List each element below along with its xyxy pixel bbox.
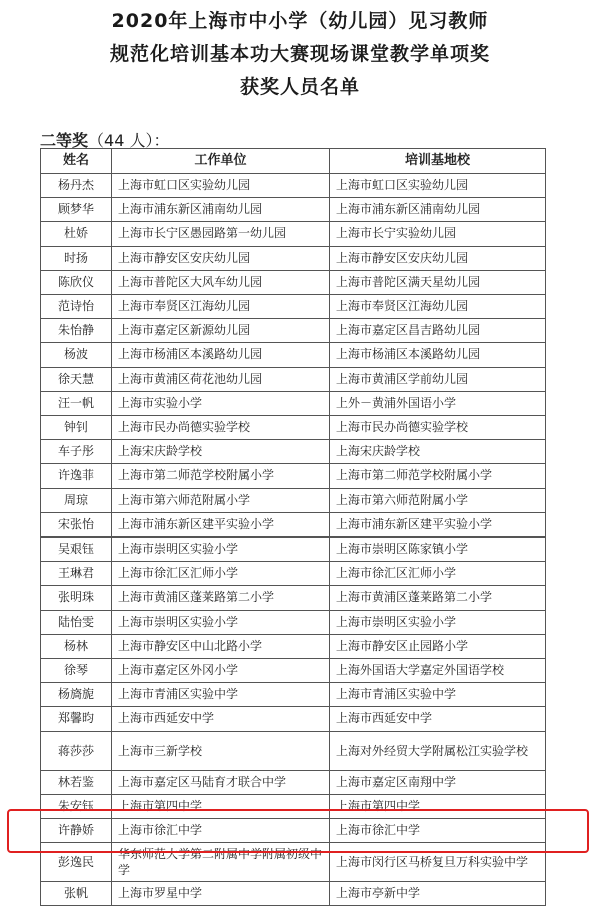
cell-name: 钟钊 [41,416,112,440]
cell-name: 范诗怡 [41,295,112,319]
cell-work-unit: 上海市黄浦区蓬莱路第二小学 [112,586,330,610]
cell-work-unit: 上海市徐汇区汇师小学 [112,562,330,586]
cell-name: 蒋莎莎 [41,731,112,770]
cell-training-school: 上海市奉贤区江海幼儿园 [330,295,546,319]
table-row [41,731,546,770]
table-row [41,707,546,731]
table-header-row [41,149,546,174]
cell-name: 车子彤 [41,440,112,464]
cell-training-school: 上海市静安区止园路小学 [330,634,546,658]
cell-work-unit: 上海市崇明区实验小学 [112,610,330,634]
cell-training-school: 上海市第六师范附属小学 [330,488,546,512]
column-header-training-school: 培训基地校 [330,149,546,174]
cell-training-school: 上海市徐汇区汇师小学 [330,562,546,586]
cell-training-school: 上海市黄浦区学前幼儿园 [330,367,546,391]
document-title-line-3: 获奖人员名单 [239,76,360,98]
cell-name: 陈欣仪 [41,270,112,294]
cell-training-school: 上海市普陀区满天星幼儿园 [330,270,546,294]
cell-work-unit: 上海市崇明区实验小学 [112,537,330,562]
cell-name: 陆怡雯 [41,610,112,634]
cell-name: 杨丹杰 [41,174,112,198]
cell-work-unit: 上海市三新学校 [112,731,330,770]
table-row [41,464,546,488]
cell-training-school: 上海市静安区安庆幼儿园 [330,246,546,270]
cell-name: 杨旖旎 [41,683,112,707]
table-row [41,222,546,246]
cell-work-unit: 上海市静安区中山北路小学 [112,634,330,658]
table-row [41,246,546,270]
table-row [41,770,546,794]
table-row [41,512,546,537]
cell-work-unit: 上海市青浦区实验中学 [112,683,330,707]
cell-work-unit: 上海市浦东新区建平实验小学 [112,512,330,537]
cell-name: 王琳君 [41,562,112,586]
cell-training-school: 上海市第四中学 [330,794,546,818]
cell-name: 郑馨昀 [41,707,112,731]
cell-work-unit: 上海市虹口区实验幼儿园 [112,174,330,198]
cell-work-unit: 上海市嘉定区新源幼儿园 [112,319,330,343]
table-row [41,562,546,586]
cell-work-unit: 华东师范大学第二附属中学附属初级中学 [112,843,330,882]
cell-training-school: 上海市青浦区实验中学 [330,683,546,707]
cell-work-unit: 上海市嘉定区外冈小学 [112,659,330,683]
cell-name: 吴艰钰 [41,537,112,562]
cell-work-unit: 上海市杨浦区本溪路幼儿园 [112,343,330,367]
table-body [41,174,546,906]
document-title-line-1: 2020年上海市中小学（幼儿园）见习教师 [111,10,489,32]
cell-training-school: 上海对外经贸大学附属松江实验学校 [330,731,546,770]
cell-name: 徐天慧 [41,367,112,391]
cell-training-school: 上海宋庆龄学校 [330,440,546,464]
cell-work-unit: 上海市长宁区愚园路第一幼儿园 [112,222,330,246]
table-row [41,198,546,222]
cell-work-unit: 上海市黄浦区荷花池幼儿园 [112,367,330,391]
cell-work-unit: 上海市嘉定区马陆育才联合中学 [112,770,330,794]
cell-name: 张帆 [41,882,112,906]
cell-work-unit: 上海市第六师范附属小学 [112,488,330,512]
cell-training-school: 上海市杨浦区本溪路幼儿园 [330,343,546,367]
cell-work-unit: 上海市第二师范学校附属小学 [112,464,330,488]
cell-name: 徐琴 [41,659,112,683]
cell-work-unit: 上海市实验小学 [112,391,330,415]
table-row [41,391,546,415]
cell-training-school: 上海市西延安中学 [330,707,546,731]
cell-work-unit: 上海市西延安中学 [112,707,330,731]
column-header-work-unit: 工作单位 [112,149,330,174]
cell-name: 许逸菲 [41,464,112,488]
cell-name: 朱怡静 [41,319,112,343]
cell-name: 周琼 [41,488,112,512]
cell-training-school: 上海市徐汇中学 [330,819,546,843]
cell-name: 许静娇 [41,819,112,843]
cell-training-school: 上海市民办尚德实验学校 [330,416,546,440]
table-row [41,416,546,440]
cell-name: 宋张怡 [41,512,112,537]
cell-training-school: 上海市亭新中学 [330,882,546,906]
table-row [41,174,546,198]
cell-work-unit: 上海市徐汇中学 [112,819,330,843]
award-count: （44 人）： [88,131,170,150]
winners-table [40,148,546,906]
cell-training-school: 上外－黄浦外国语小学 [330,391,546,415]
cell-work-unit: 上海市普陀区大风车幼儿园 [112,270,330,294]
table-row [41,634,546,658]
cell-name: 顾梦华 [41,198,112,222]
award-level: 二等奖 [40,131,89,150]
cell-work-unit: 上海市民办尚德实验学校 [112,416,330,440]
cell-name: 彭逸民 [41,843,112,882]
cell-name: 时扬 [41,246,112,270]
table-row [41,319,546,343]
cell-training-school: 上海市虹口区实验幼儿园 [330,174,546,198]
table-row [41,683,546,707]
cell-name: 杨林 [41,634,112,658]
table-row [41,367,546,391]
cell-name: 张明珠 [41,586,112,610]
cell-name: 汪一帆 [41,391,112,415]
cell-training-school: 上海市黄浦区蓬莱路第二小学 [330,586,546,610]
cell-training-school: 上海市崇明区实验小学 [330,610,546,634]
cell-training-school: 上海外国语大学嘉定外国语学校 [330,659,546,683]
cell-training-school: 上海市浦东新区浦南幼儿园 [330,198,546,222]
table-row [41,586,546,610]
table-row [41,537,546,562]
table-row [41,295,546,319]
table-row [41,270,546,294]
table-row [41,488,546,512]
cell-training-school: 上海市崇明区陈家镇小学 [330,537,546,562]
cell-work-unit: 上海市静安区安庆幼儿园 [112,246,330,270]
document-title-line-2: 规范化培训基本功大赛现场课堂教学单项奖 [109,43,490,65]
cell-work-unit: 上海市浦东新区浦南幼儿园 [112,198,330,222]
cell-work-unit: 上海市第四中学 [112,794,330,818]
highlight-box [7,809,589,853]
cell-name: 林若鉴 [41,770,112,794]
table-row [41,882,546,906]
cell-training-school: 上海市嘉定区南翔中学 [330,770,546,794]
cell-training-school: 上海市浦东新区建平实验小学 [330,512,546,537]
cell-name: 朱安钰 [41,794,112,818]
cell-name: 杨波 [41,343,112,367]
table-row [41,610,546,634]
cell-training-school: 上海市嘉定区昌吉路幼儿园 [330,319,546,343]
table-row [41,343,546,367]
cell-training-school: 上海市长宁实验幼儿园 [330,222,546,246]
table-row [41,659,546,683]
cell-work-unit: 上海市奉贤区江海幼儿园 [112,295,330,319]
cell-training-school: 上海市第二师范学校附属小学 [330,464,546,488]
column-header-name: 姓名 [41,149,112,174]
cell-work-unit: 上海宋庆龄学校 [112,440,330,464]
cell-work-unit: 上海市罗星中学 [112,882,330,906]
table-row [41,440,546,464]
cell-name: 杜娇 [41,222,112,246]
cell-training-school: 上海市闵行区马桥复旦万科实验中学 [330,843,546,882]
